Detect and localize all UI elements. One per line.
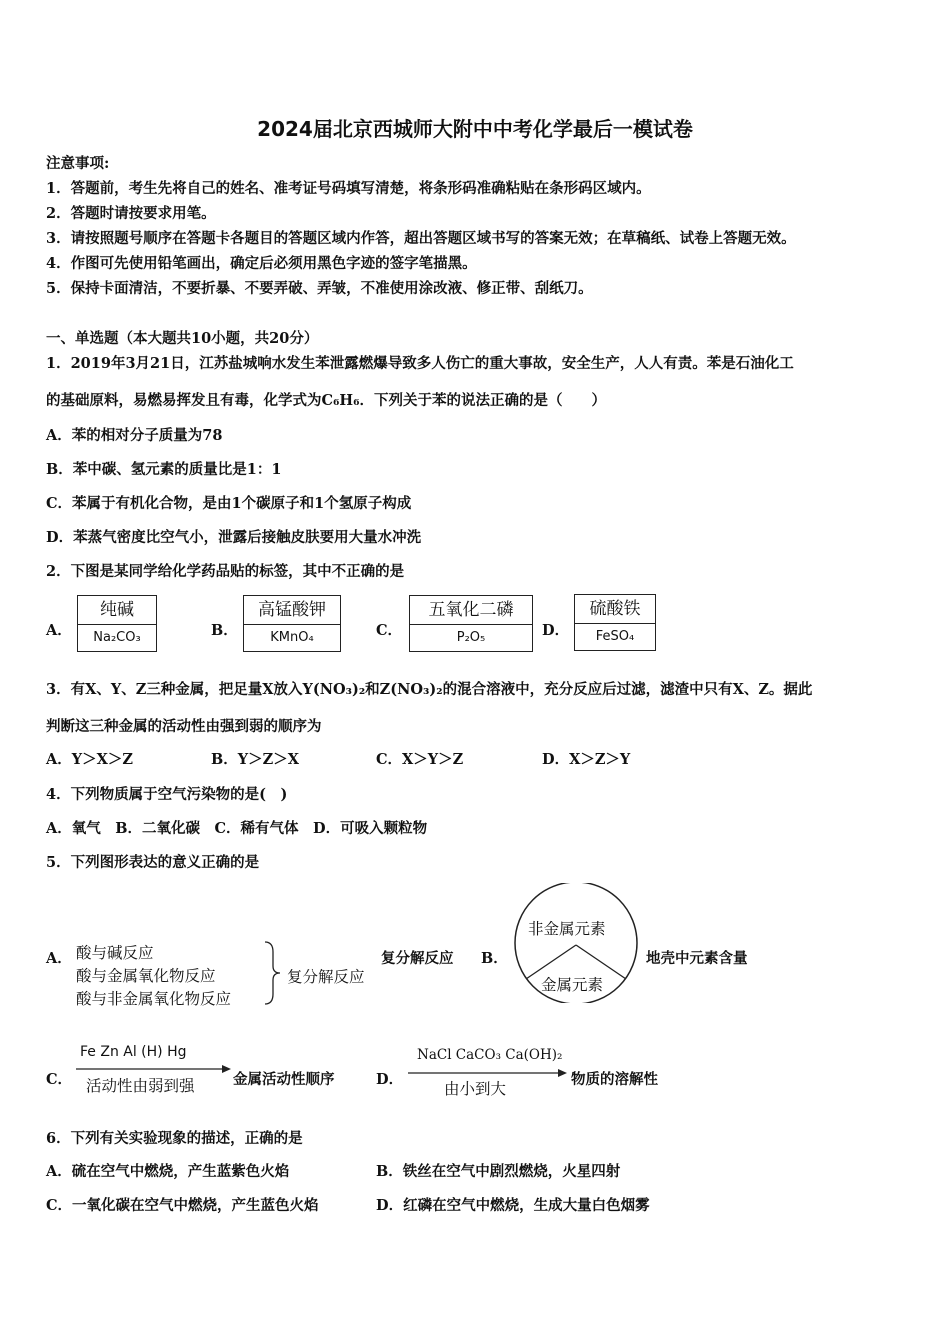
q1-option-c: C．苯属于有机化合物，是由1个碳原子和1个氢原子构成 [46,495,412,512]
q5-b-caption: 地壳中元素含量 [646,950,748,967]
reagent-label-a [77,595,157,652]
q5-a-caption: 复分解反应 [381,950,454,967]
label-formula: KMnO₄ [270,630,314,645]
q3-option-c: C．X＞Y＞Z [376,751,464,768]
label-formula: P₂O₅ [456,630,486,645]
notice-item: 4．作图可先使用铅笔画出，确定后必须用黑色字迹的签字笔描黑。 [46,255,477,272]
q6-option-d: D．红磷在空气中燃烧，生成大量白色烟雾 [376,1197,650,1214]
q5-c-caption: 金属活动性顺序 [233,1071,335,1088]
metal-series-direction: 活动性由弱到强 [86,1077,195,1095]
q1-option-a: A．苯的相对分子质量为78 [46,427,223,444]
q5-d-caption: 物质的溶解性 [571,1071,658,1088]
label-name: 纯碱 [78,596,156,625]
label-formula: FeSO₄ [595,629,635,644]
reagent-label-b [243,595,341,652]
solubility-series: NaCl CaCO₃ Ca(OH)₂ [417,1047,563,1063]
question-6-stem: 6．下列有关实验现象的描述，正确的是 [46,1130,303,1147]
question-1-line2: 的基础原料，易燃易挥发且有毒，化学式为C₆H₆．下列关于苯的说法正确的是（ ） [46,392,606,409]
reagent-label-d [574,594,656,651]
q4-options: A．氧气 B．二氧化碳 C．稀有气体 D．可吸入颗粒物 [46,820,428,837]
question-3-line1: 3．有X、Y、Z三种金属，把足量X放入Y(NO₃)₂和Z(NO₃)₂的混合溶液中，充分反应后过滤，滤渣中只有X、Z。据此 [46,681,813,698]
q5-option-a-letter: A． [46,950,72,967]
reagent-label-c [409,595,533,652]
q3-option-d: D．X＞Z＞Y [542,751,631,768]
page-title: 2024届北京西城师大附中中考化学最后一模试卷 [257,117,693,141]
question-3-line2: 判断这三种金属的活动性由强到弱的顺序为 [46,718,322,735]
q5-option-c-letter: C． [46,1071,73,1088]
pie-lower-label: 金属元素 [541,976,604,994]
q2-option-a-letter: A． [46,622,72,639]
question-2-stem: 2．下图是某同学给化学药品贴的标签，其中不正确的是 [46,563,405,580]
q2-option-b-letter: B． [211,622,238,639]
label-name: 五氧化二磷 [410,596,532,625]
notice-item: 1．答题前，考生先将自己的姓名、准考证号码填写清楚，将条形码准确粘贴在条形码区域内。 [46,180,651,197]
pie-upper-label: 非金属元素 [528,920,606,938]
q3-option-a: A．Y＞X＞Z [46,751,133,768]
label-name: 硫酸铁 [575,595,655,624]
q6-option-a: A．硫在空气中燃烧，产生蓝紫色火焰 [46,1163,290,1180]
q6-option-c: C．一氧化碳在空气中燃烧，产生蓝色火焰 [46,1197,319,1214]
q5-option-b-letter: B． [481,950,508,967]
arrow-icon [76,1064,232,1074]
question-4-stem: 4．下列物质属于空气污染物的是( ) [46,786,288,803]
q5-option-d-letter: D． [376,1071,404,1088]
q5-a-item: 酸与金属氧化物反应 [76,967,216,985]
q3-option-b: B．Y＞Z＞X [211,751,299,768]
notice-item: 2．答题时请按要求用笔。 [46,205,216,222]
q2-option-c-letter: C． [376,622,403,639]
solubility-direction: 由小到大 [444,1080,507,1098]
question-5-stem: 5．下列图形表达的意义正确的是 [46,854,260,871]
right-brace-icon [262,940,284,1006]
metal-series: Fe Zn Al (H) Hg [80,1044,187,1060]
notice-item: 3．请按照题号顺序在答题卡各题目的答题区域内作答，超出答题区域书写的答案无效；在草稿纸、试卷上答题无效。 [46,230,796,247]
notice-item: 5．保持卡面清洁，不要折暴、不要弄破、弄皱，不准使用涂改液、修正带、刮纸刀。 [46,280,593,297]
q1-option-b: B．苯中碳、氢元素的质量比是1：1 [46,461,282,478]
label-name: 高锰酸钾 [244,596,340,625]
section-heading: 一、单选题（本大题共10小题，共20分） [46,330,319,347]
notice-heading: 注意事项: [46,155,110,172]
q5-a-group-label: 复分解反应 [287,968,365,986]
q5-a-item: 酸与非金属氧化物反应 [76,990,232,1008]
q6-option-b: B．铁丝在空气中剧烈燃烧，火星四射 [376,1163,621,1180]
question-1-line1: 1．2019年3月21日，江苏盐城响水发生苯泄露燃爆导致多人伤亡的重大事故，安全生产，人人有责。苯是石油化工 [46,355,794,372]
q2-option-d-letter: D． [542,622,570,639]
label-formula: Na₂CO₃ [93,630,141,645]
q5-a-item: 酸与碱反应 [76,944,154,962]
q1-option-d: D．苯蒸气密度比空气小，泄露后接触皮肤要用大量水冲洗 [46,529,422,546]
